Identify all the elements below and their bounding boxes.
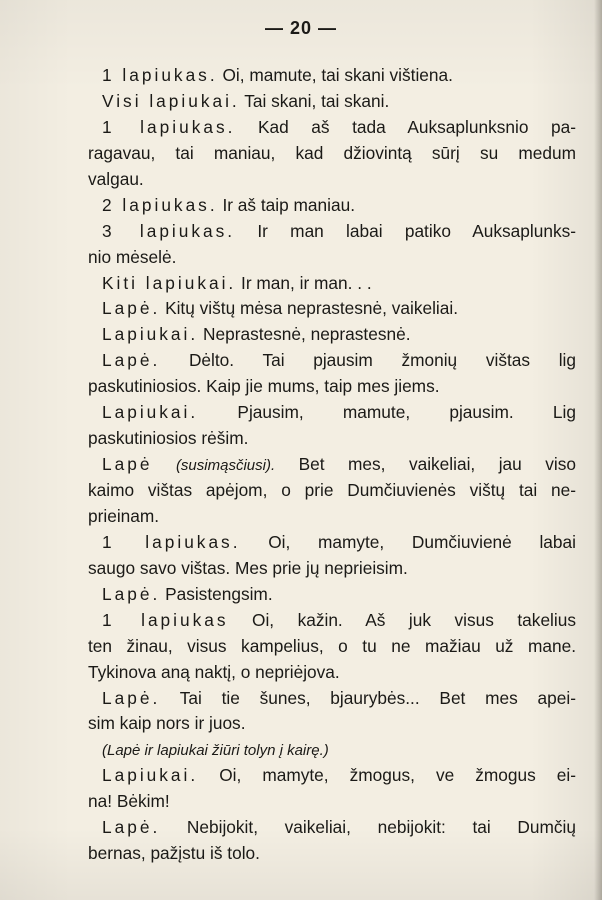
text-line [88, 504, 576, 530]
dialogue-text: Oi, mamyte, žmogus, ve žmogus ei- [219, 765, 576, 786]
text-line [88, 660, 576, 686]
dialogue-text: bernas, pažįstu iš tolo. [88, 843, 260, 864]
speaker-name: Lapė. [102, 583, 161, 604]
text-line [88, 296, 576, 322]
text-line [88, 400, 576, 426]
text-line [88, 167, 576, 193]
stage-direction: (susimąsčiusi). [175, 457, 276, 475]
dialogue-text: Tykinova aną naktį, o nepriėjova. [88, 661, 340, 682]
speaker-name: 1 lapiukas. [102, 116, 236, 137]
stage-direction: (Lapė ir lapiukai žiūri tolyn į kairę.) [102, 742, 329, 760]
text-line [88, 608, 576, 634]
dialogue-text: Oi, kažin. Aš juk visus takelius [252, 609, 576, 630]
speaker-name: 1 lapiukas. [102, 65, 218, 85]
text-line [88, 141, 576, 167]
dialogue-text: saugo savo vištas. Mes prie jų neprieisim. [88, 557, 408, 578]
speaker-name: 1 lapiukas [102, 609, 229, 630]
text-line [88, 711, 576, 737]
text-line [88, 348, 576, 374]
dialogue-text: paskutiniosios. Kaip jie mums, taip mes jiems. [88, 376, 440, 397]
page-number: — 20 — [264, 18, 338, 38]
text-line [88, 374, 576, 400]
speaker-name: Lapiukai. [102, 765, 199, 786]
dialogue-text: nio mėselė. [88, 246, 177, 267]
dialogue-text: Bet mes, vaikeliai, jau viso [298, 454, 576, 475]
text-line [88, 815, 576, 841]
play-text [88, 63, 576, 867]
dialogue-text: Tai skani, tai skani. [244, 90, 390, 111]
dialogue-text: ragavau, tai maniau, kad džiovintą sūrį su medum [88, 142, 576, 163]
dialogue-text: paskutiniosios rėšim. [88, 428, 249, 449]
text-line [88, 426, 576, 452]
dialogue-text: Dėlto. Tai pjausim žmonių vištas lig [188, 350, 576, 371]
dialogue-text: Neprastesnė, neprastesnė. [203, 324, 411, 345]
text-line [88, 556, 576, 582]
dialogue-text: Nebijokit, vaikeliai, nebijokit: tai Dumčių [186, 817, 576, 838]
text-line [88, 582, 576, 608]
text-line [88, 245, 576, 271]
dialogue-text: Ir man, ir man. . . [241, 272, 372, 293]
speaker-name: 2 lapiukas. [102, 194, 218, 215]
text-line [88, 219, 576, 245]
dialogue-text: valgau. [88, 168, 144, 189]
dialogue-text: Pjausim, mamute, pjausim. Lig [237, 402, 576, 423]
text-line [88, 841, 576, 867]
text-line [88, 530, 576, 556]
speaker-name: 1 lapiukas. [102, 531, 241, 552]
page-edge-shadow [594, 0, 602, 900]
speaker-name: Kiti lapiukai. [102, 272, 237, 293]
dialogue-text: Ir man labai patiko Auksaplunks- [257, 220, 576, 241]
speaker-name: Lapė. [102, 350, 161, 371]
speaker-name: 3 lapiukas. [102, 220, 236, 241]
dialogue-text: Oi, mamyte, Dumčiuvienė labai [268, 531, 576, 552]
speaker-name: Lapė. [102, 687, 161, 708]
dialogue-text: sim kaip nors ir juos. [88, 713, 246, 734]
text-line [88, 193, 576, 219]
dialogue-text: ten žinau, visus kampelius, o tu ne mažiau už mane. [88, 635, 576, 656]
text-line [88, 686, 576, 712]
dialogue-text: Pasistengsim. [165, 583, 273, 604]
text-line [88, 634, 576, 660]
dialogue-text: na! Bėkim! [88, 791, 170, 812]
speaker-name: Lapė. [102, 298, 161, 319]
text-line [88, 63, 576, 89]
text-line [88, 89, 576, 115]
speaker-name: Lapiukai. [102, 402, 199, 423]
text-line [88, 115, 576, 141]
text-line [88, 271, 576, 297]
text-line [88, 737, 576, 763]
text-line [88, 789, 576, 815]
speaker-name: Lapė [102, 454, 153, 475]
text-line [88, 763, 576, 789]
dialogue-text: Kitų vištų mėsa neprastesnė, vaikeliai. [165, 298, 459, 319]
text-line [88, 452, 576, 478]
speaker-name: Visi lapiukai. [102, 90, 240, 111]
speaker-name: Lapiukai. [102, 324, 199, 345]
speaker-name: Lapė. [102, 817, 161, 838]
text-line [88, 322, 576, 348]
dialogue-text: prieinam. [88, 505, 160, 526]
dialogue-text: Tai tie šunes, bjaurybės... Bet mes apei- [179, 687, 576, 708]
dialogue-text: Oi, mamute, tai skani vištiena. [222, 65, 453, 85]
dialogue-text: Kad aš tada Auksaplunksnio pa- [257, 116, 576, 137]
dialogue-text: kaimo vištas apėjom, o prie Dumčiuvienės vištų tai ne- [88, 480, 576, 500]
text-line [88, 478, 576, 504]
dialogue-text: Ir aš taip maniau. [222, 194, 355, 215]
